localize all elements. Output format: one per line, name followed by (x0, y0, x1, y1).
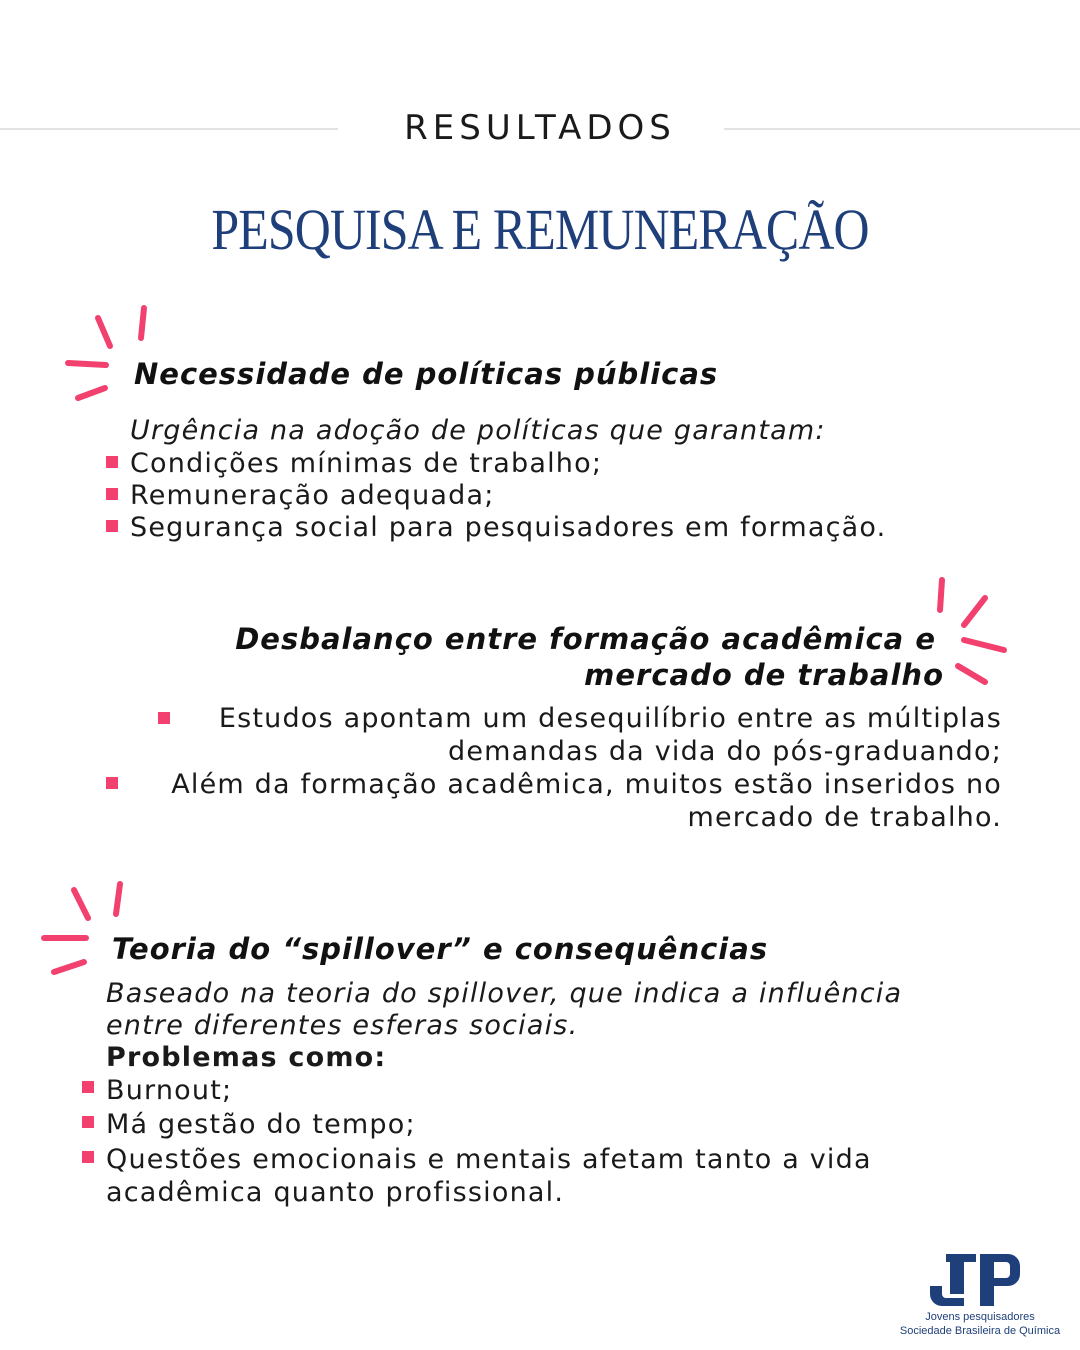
jp-logo (930, 1250, 1030, 1310)
list-item-continuation: mercado de trabalho. (687, 802, 1002, 833)
bullet-marker (106, 520, 118, 532)
page-title: PESQUISA E REMUNERAÇÃO (211, 197, 869, 262)
section-intro: Baseado na teoria do spillover, que indica a influência (106, 978, 903, 1009)
section-heading-imbalance-line1: Desbalanço entre formação acadêmica e (235, 622, 936, 656)
section-intro: Urgência na adoção de políticas que garantam: (130, 415, 826, 446)
section-heading-public-policies: Necessidade de políticas públicas (134, 357, 719, 391)
list-item: Burnout; (106, 1075, 233, 1106)
sparkle-burst-icon (60, 300, 160, 410)
bullet-marker (82, 1081, 94, 1093)
eyebrow-label: RESULTADOS (404, 108, 676, 148)
list-item: Segurança social para pesquisadores em formação. (130, 512, 887, 543)
section-intro-continuation: entre diferentes esferas sociais. (106, 1010, 579, 1041)
bullet-marker (82, 1151, 94, 1163)
problems-label: Problemas como: (106, 1042, 387, 1073)
list-item: Condições mínimas de trabalho; (130, 448, 603, 479)
logo-caption-line1: Jovens pesquisadores (925, 1311, 1035, 1323)
list-item: Remuneração adequada; (130, 480, 495, 511)
list-item-continuation: acadêmica quanto profissional. (106, 1177, 565, 1208)
list-item: Estudos apontam um desequilíbrio entre as múltiplas (218, 703, 1002, 734)
bullet-marker (82, 1116, 94, 1128)
list-item: Além da formação acadêmica, muitos estão inseridos no (171, 769, 1002, 800)
bullet-marker (106, 456, 118, 468)
list-item: Má gestão do tempo; (106, 1109, 416, 1140)
list-item: Questões emocionais e mentais afetam tanto a vida (106, 1144, 872, 1175)
list-item-continuation: demandas da vida do pós-graduando; (447, 736, 1002, 767)
section-heading-spillover: Teoria do “spillover” e consequências (112, 932, 769, 966)
bullet-marker (106, 488, 118, 500)
section-heading-imbalance-line2: mercado de trabalho (584, 658, 944, 692)
logo-caption-line2: Sociedade Brasileira de Química (899, 1325, 1061, 1337)
